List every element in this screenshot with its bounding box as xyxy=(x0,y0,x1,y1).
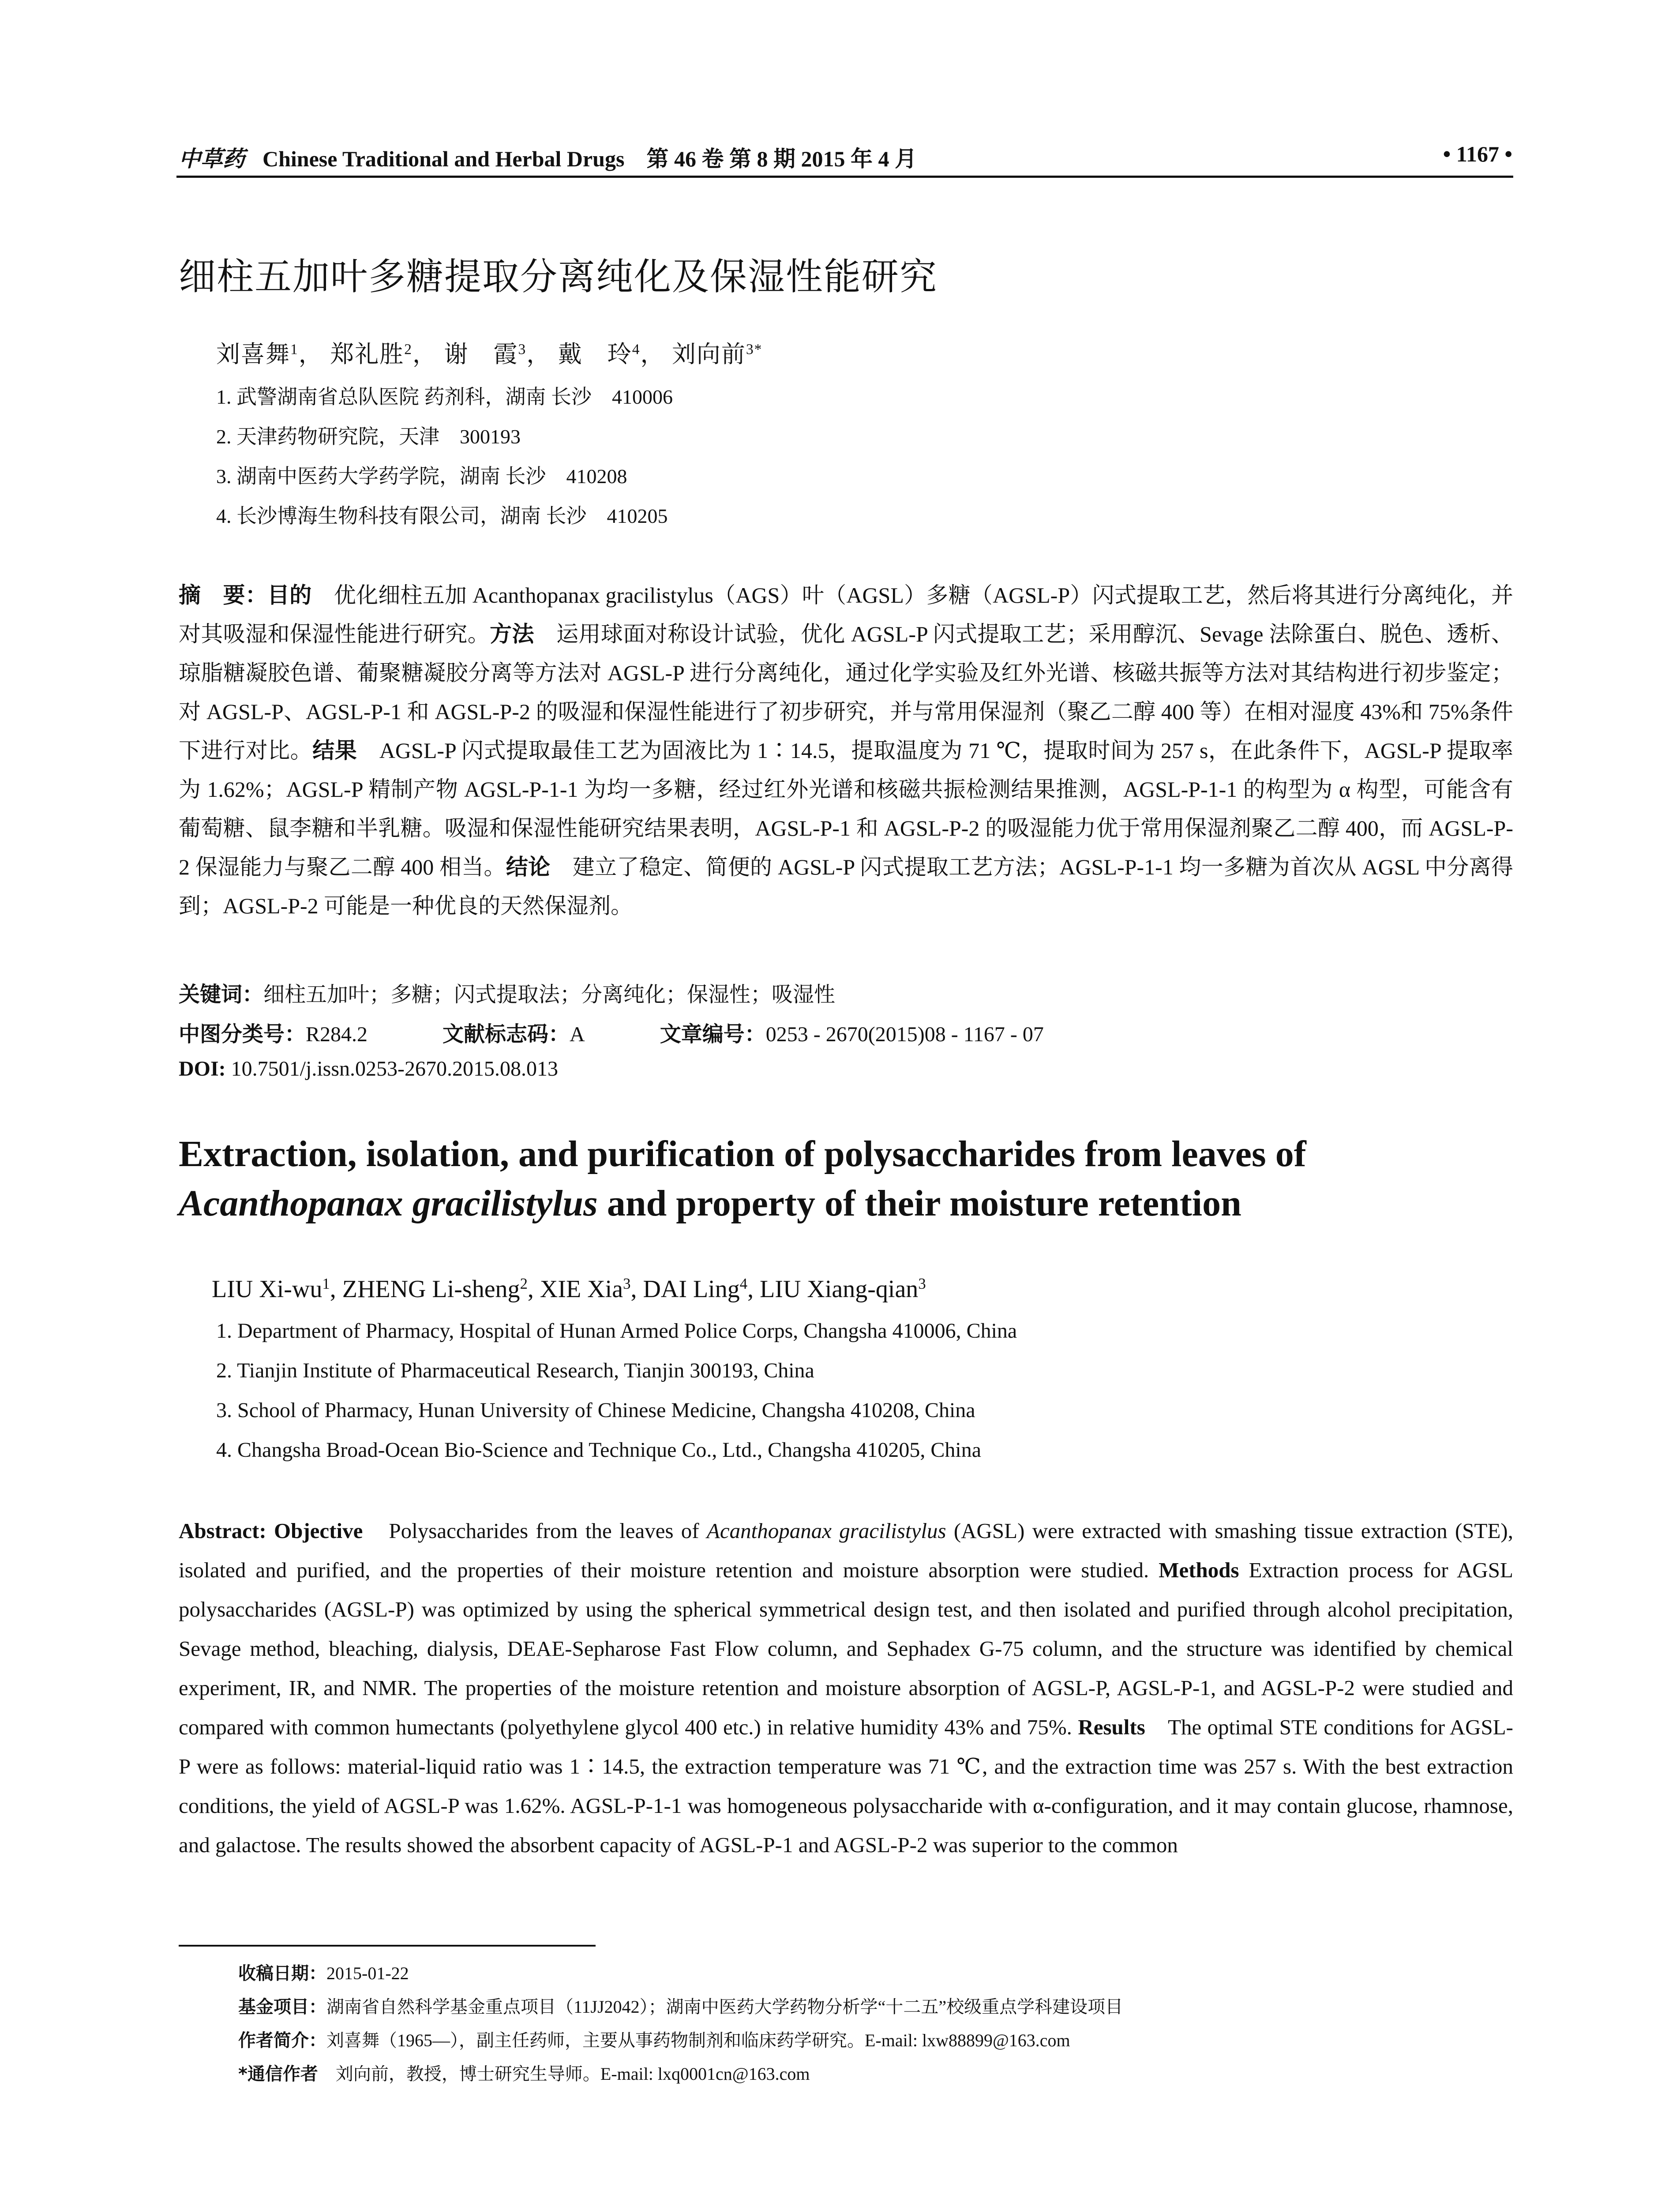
affiliation-cn: 3. 湖南中医药大学药学院，湖南 长沙 410208 xyxy=(216,465,627,488)
affiliation-cn: 4. 长沙博海生物科技有限公司，湖南 长沙 410205 xyxy=(216,505,668,527)
footnote-text: 2015-01-22 xyxy=(326,1963,409,1983)
methods-label: Methods xyxy=(1159,1558,1239,1582)
author-en: LIU Xi-wu xyxy=(212,1276,322,1303)
doi-label: DOI: xyxy=(179,1057,226,1080)
methods-text: Extraction process for AGSL polysaccharides (AGSL-P) was optimized by using the spherical symmetrical design test, and then isolated and purified through alcohol precipitation, Sevage method, bleaching, dialysis, DEAE-Sepharose Fast Flow column, and Sephadex G-75 column, and the structure was identified by chemical experiment, IR, and NMR. The properties of the moisture retention and moisture absorption of AGSL-P, AGSL-P-1, and AGSL-P-2 were studied and compared with common humectants (polyethylene glycol 400 etc.) in relative humidity 43% and 75%. xyxy=(179,1558,1513,1739)
results-text: AGSL-P 闪式提取最佳工艺为固液比为 1∶14.5，提取温度为 71 ℃，提取时间为 257 s，在此条件下，AGSL-P 提取率为 1.62%；AGSL-P 精制产物 AGSL-P-1-1 为均一多糖，经过红外光谱和核磁共振检测结果推测，AGSL-P-1-1 的构型为 α 构型，可能含有葡萄糖、鼠李糖和半乳糖。吸湿和保湿性能研究结果表明，AGSL-P-1 和 AGSL-P-2 的吸湿能力优于常用保湿剂聚乙二醇 400，而 AGSL-P-2 保湿能力与聚乙二醇 400 相当。 xyxy=(179,738,1514,879)
running-header xyxy=(179,141,1326,173)
conclusion-text: 建立了稳定、简便的 AGSL-P 闪式提取工艺方法；AGSL-P-1-1 均一多糖为首次从 AGSL 中分离得到；AGSL-P-2 可能是一种优良的天然保湿剂。 xyxy=(179,855,1514,918)
author-cn: 刘喜舞 xyxy=(216,341,290,368)
footnote-rule xyxy=(179,1945,596,1947)
footnote-text: 刘向前，教授，博士研究生导师。E-mail: lxq0001cn@163.com xyxy=(318,2064,810,2084)
title-en xyxy=(179,1129,1511,1228)
affiliation-en: 1. Department of Pharmacy, Hospital of Hunan Armed Police Corps, Changsha 410006, China xyxy=(216,1319,1017,1343)
author-cn: 刘向前 xyxy=(671,341,746,368)
title-en-part1: Extraction, isolation, and purification of polysaccharides from leaves of xyxy=(179,1133,1306,1174)
keywords-text: 细柱五加叶；多糖；闪式提取法；分离纯化；保湿性；吸湿性 xyxy=(263,983,836,1006)
doi-line xyxy=(179,1057,558,1081)
abstract-en xyxy=(179,1511,1513,1865)
footnote-received xyxy=(238,1957,1518,1990)
results-text: The optimal STE conditions for AGSL-P were as follows: material-liquid ratio was 1∶14.5, the extraction temperature was 71 ℃, and the extraction time was 257 s. With the best extraction conditions, the yield of AGSL-P was 1.62%. AGSL-P-1-1 was homogeneous polysaccharide with α-configuration, and it may contain glucose, rhamnose, and galactose. The results showed the absorbent capacity of AGSL-P-1 and AGSL-P-2 was superior to the common xyxy=(179,1715,1514,1857)
affiliation-cn: 2. 天津药物研究院，天津 300193 xyxy=(216,425,521,448)
author-sup: 3 xyxy=(918,1275,926,1292)
footnote-label: 作者简介： xyxy=(238,2030,326,2051)
author-en: DAI Ling xyxy=(643,1276,740,1303)
footnote-funding xyxy=(238,1990,1518,2024)
journal-name-cn: 中草药 xyxy=(179,146,245,172)
affiliation-en: 4. Changsha Broad-Ocean Bio-Science and Technique Co., Ltd., Changsha 410205, China xyxy=(216,1438,982,1462)
affiliations-cn xyxy=(216,377,1496,536)
footnote-label: 基金项目： xyxy=(238,1997,326,2017)
author-sup: 4 xyxy=(632,341,641,358)
objective-label: 目的 xyxy=(267,582,312,608)
objective-species: Acanthopanax gracilistylus xyxy=(706,1519,946,1543)
author-sup: 2 xyxy=(520,1275,528,1292)
doc-value: A xyxy=(570,1023,585,1046)
keywords-label: 关键词： xyxy=(179,982,264,1007)
doc-label: 文献标志码： xyxy=(442,1022,570,1047)
author-cn: 郑礼胜 xyxy=(330,341,405,368)
objective-text: 优化细柱五加 Acanthopanax gracilistylus（AGS）叶（AGSL）多糖（AGSL-P）闪式提取工艺，然后将其进行分离纯化，并对其吸湿和保湿性能进行研究。 xyxy=(179,583,1514,646)
objective-text-b: (AGSL) were extracted with smashing tissue extraction (STE), isolated and purified, and the properties of their moisture retention and moisture absorption were studied. xyxy=(179,1519,1513,1582)
author-en: LIU Xiang-qian xyxy=(760,1276,919,1303)
footnote-author-bio xyxy=(238,2024,1518,2057)
results-label: Results xyxy=(1078,1715,1145,1739)
keywords-line xyxy=(179,977,835,1008)
doi-value[interactable]: 10.7501/j.issn.0253-2670.2015.08.013 xyxy=(225,1057,559,1080)
conclusion-label: 结论 xyxy=(506,854,551,880)
article-value: 0253 - 2670(2015)08 - 1167 - 07 xyxy=(765,1023,1044,1046)
results-label: 结果 xyxy=(312,738,357,763)
footnote-text: 湖南省自然科学基金重点项目（11JJ2042）；湖南中医药大学药物分析学“十二五”校级重点学科建设项目 xyxy=(326,1997,1123,2017)
author-sup: 1 xyxy=(322,1275,330,1292)
author-sup: 4 xyxy=(739,1275,748,1292)
footnote-label: 收稿日期： xyxy=(238,1963,326,1984)
clc-value: R284.2 xyxy=(306,1023,368,1046)
methods-text: 运用球面对称设计试验，优化 AGSL-P 闪式提取工艺；采用醇沉、Sevage 法除蛋白、脱色、透析、琼脂糖凝胶色谱、葡聚糖凝胶分离等方法对 AGSL-P 进行分离纯化，通过化学实验及红外光谱、核磁共振等方法对其结构进行初步鉴定；对 AGSL-P、AGSL-P-1 和 AGSL-P-2 的吸湿和保湿性能进行了初步研究，并与常用保湿剂（聚乙二醇 400 等）在相对湿度 43%和 75%条件下进行对比。 xyxy=(179,622,1514,763)
author-cn: 戴 玲 xyxy=(558,341,632,368)
title-en-italic: Acanthopanax gracilistylus xyxy=(179,1183,598,1224)
affiliation-en: 3. School of Pharmacy, Hunan University of Chinese Medicine, Changsha 410208, China xyxy=(216,1399,975,1422)
title-en-part2: and property of their moisture retention xyxy=(597,1183,1241,1224)
methods-label: 方法 xyxy=(490,621,534,647)
footnotes xyxy=(238,1957,1518,2091)
journal-name-en: Chinese Traditional and Herbal Drugs 第 46 卷 第 8 期 2015 年 4 月 xyxy=(262,146,917,171)
header-rule xyxy=(176,176,1513,178)
abstract-cn xyxy=(179,576,1513,925)
footnote-label: *通信作者 xyxy=(238,2064,318,2084)
clc-label: 中图分类号： xyxy=(179,1022,306,1047)
title-cn: 细柱五加叶多糖提取分离纯化及保湿性能研究 xyxy=(179,255,938,298)
author-cn: 谢 霞 xyxy=(444,341,518,368)
affiliations-en xyxy=(216,1311,1496,1470)
author-sup: 1 xyxy=(290,341,299,358)
affiliation-cn: 1. 武警湖南省总队医院 药剂科，湖南 长沙 410006 xyxy=(216,386,673,408)
abstract-objective-label: Abstract: Objective xyxy=(179,1519,363,1543)
affiliation-en: 2. Tianjin Institute of Pharmaceutical Research, Tianjin 300193, China xyxy=(216,1359,814,1382)
author-sup: 3* xyxy=(746,341,763,358)
author-sup: 3 xyxy=(623,1275,631,1292)
objective-text-a: Polysaccharides from the leaves of xyxy=(363,1519,707,1543)
classification-line xyxy=(179,1017,1044,1047)
author-sup: 2 xyxy=(404,341,412,358)
author-sup: 3 xyxy=(518,341,527,358)
footnote-corresponding xyxy=(238,2057,1518,2091)
authors-en: LIU $Xi-wu^1$, ZHENG Li-sheng$^2$, XIE Xia$^3$, DAI Ling$^4$, LIU Xiang-qian$^3$ xyxy=(212,1275,926,1303)
page-number: • 1167 • xyxy=(1443,142,1512,166)
authors-cn: 刘喜舞$^1$， 郑礼胜$^2$， 谢 霞$^3$， 戴 玲$^4$， 刘向前$^{3*}$ xyxy=(216,341,763,368)
article-label: 文章编号： xyxy=(660,1022,766,1047)
footnote-text: 刘喜舞（1965—），副主任药师，主要从事药物制剂和临床药学研究。E-mail: lxw88899@163.com xyxy=(326,2030,1070,2050)
abstract-label: 摘 要： xyxy=(179,582,267,608)
author-en: ZHENG Li-sheng xyxy=(342,1276,520,1303)
author-en: XIE Xia xyxy=(540,1276,623,1303)
